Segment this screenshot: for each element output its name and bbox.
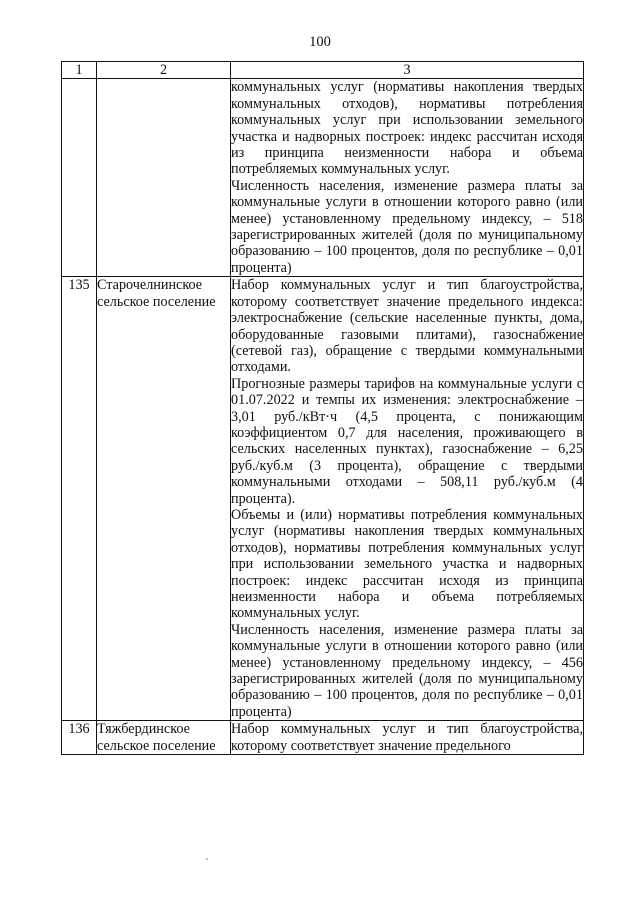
paragraph: Численность населения, изменение размера платы за коммунальные услуги в отношении которого равно (или менее) установленному предельному индексу, – 518 зарегистрированных жителей (доля по муниципальному образованию – 100 процентов, доля по республике – 0,01 процента) xyxy=(231,177,583,276)
row-description xyxy=(231,277,584,721)
paragraph: Объемы и (или) нормативы потребления коммунальных услуг (нормативы накопления твердых коммунальных отходов), нормативы потребления коммунальных услуг при использовании земельного участка и надворных построек: индекс рассчитан исходя из принципа неизменности набора и объема потребляемых коммунальных услуг. xyxy=(231,506,583,622)
table-row xyxy=(62,79,584,277)
paragraph: Прогнозные размеры тарифов на коммунальные услуги с 01.07.2022 и темпы их изменения: электроснабжение – 3,01 руб./кВт·ч (4,5 процента, с понижающим коэффициентом 0,7 для населения, проживающего в сельских населенных пунктах), газоснабжение – 6,25 руб./куб.м (3 процента), обращение с твердыми коммунальными отходами – 508,11 руб./куб.м (4 процента). xyxy=(231,375,583,507)
header-col-2: 2 xyxy=(97,62,231,79)
settlement-name xyxy=(97,79,231,277)
settlement-name: Старочелнинское сельское поселение xyxy=(97,277,231,721)
row-number xyxy=(62,79,97,277)
header-col-1: 1 xyxy=(62,62,97,79)
header-col-3: 3 xyxy=(231,62,584,79)
paragraph: Набор коммунальных услуг и тип благоустройства, которому соответствует значение предельного индекса: электроснабжение (сельские населенные пункты, дома, оборудованные газовыми плитами), газоснабжение (сетевой газ), обращение с твердыми коммунальными отходами. xyxy=(231,277,583,376)
paragraph: коммунальных услуг (нормативы накопления твердых коммунальных отходов), нормативы потребления коммунальных услуг при использовании земельного участка и надворных построек: индекс рассчитан исходя из принципа неизменности набора и объема потребляемых коммунальных услуг. xyxy=(231,79,583,178)
row-number: 135 xyxy=(62,277,97,721)
row-number: 136 xyxy=(62,721,97,755)
page-number: 100 xyxy=(309,34,331,50)
paragraph: Набор коммунальных услуг и тип благоустройства, которому соответствует значение предельного xyxy=(231,721,583,754)
row-description xyxy=(231,721,584,755)
table-header-row xyxy=(62,62,584,79)
scan-speck xyxy=(206,858,208,860)
table-row xyxy=(62,277,584,721)
table-row xyxy=(62,721,584,755)
tariff-table xyxy=(61,61,584,755)
row-description xyxy=(231,79,584,277)
paragraph: Численность населения, изменение размера платы за коммунальные услуги в отношении которого равно (или менее) установленному предельному индексу, – 456 зарегистрированных жителей (доля по муниципальному образованию – 100 процентов, доля по республике – 0,01 процента) xyxy=(231,621,583,720)
settlement-name: Тяжбердинское сельское поселение xyxy=(97,721,231,755)
